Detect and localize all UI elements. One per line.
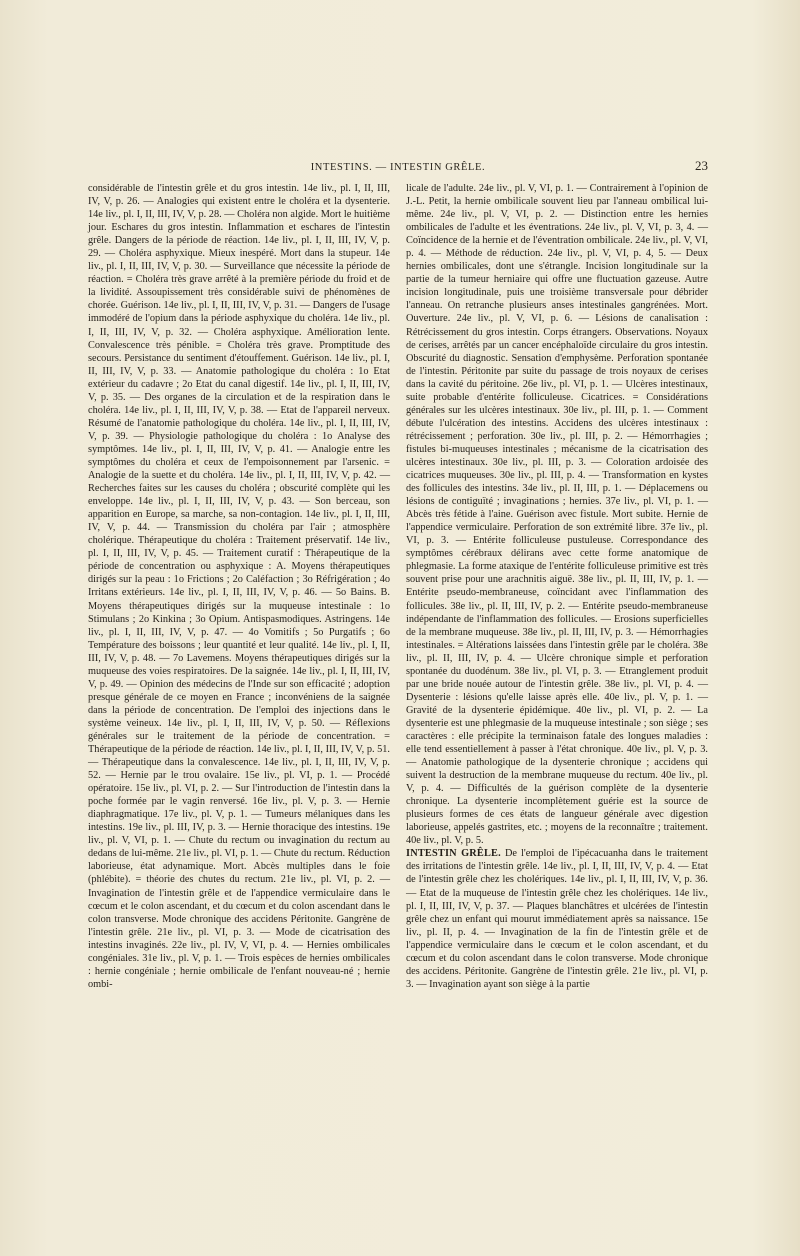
page-header	[88, 158, 708, 178]
running-head: INTESTINS. — INTESTIN GRÊLE.	[310, 162, 486, 173]
left-column	[88, 182, 390, 991]
right-column-text: licale de l'adulte. 24e liv., pl. V, VI, p. 1. — Contrairement à l'opinion de J.-L. Petit, la hernie ombilicale souvent lieu par l'anneau ombilical lui-même. 24e liv., pl. V, VI, p. 2. — Distinction entre les hernies ombilicales de l'adulte et les éventrations. 24e liv., pl. V, VI, p. 3, 4. — Coïncidence de la hernie et de l'éventration ombilicale. 24e liv., pl. V, VI, p. 4. — Méthode de réduction. 24e liv., pl. V, VI, p. 4, 5. — Deux hernies ombilicales, dont une s'étrangle. Incision longitudinale sur la partie de la tumeur herniaire qui offre une fluctuation gazeuse. Autre incision longitudinale, puis une troisième transversale pour débrider l'anneau. On retranche plusieurs anses intestinales gangrénées. Mort. Ouverture. 24e liv., pl. V, VI, p. 6. — Lésions de canalisation : Rétrécissement du gros intestin. Corps étrangers. Observations. Noyaux de cerises, arrêtés par un cancer encéphaloïde circulaire du gros intestin. Obscurité du diagnostic. Sensation d'emphysème. Perforation spontanée de l'intestin. Péritonite par suite du passage de trois noyaux de cerises dans la cavité du péritoine. 26e liv., pl. VI, p. 1. — Ulcères intestinaux, suite probable d'entérite folliculeuse. Cicatrices. = Considérations générales sur les ulcères intestinaux. 30e liv., pl. III, p. 1. — Comment débute l'ulcération des intestins. Accidens des ulcères intestinaux : rétrécissement ; perforation. 30e liv., pl. III, p. 2. — Hémorrhagies ; fistules bi-muqueuses intestinales ; mécanisme de la cicatrisation des ulcères intestinaux. 30e liv., pl. III, p. 3. — Coloration ardoisée des cicatrices muqueuses. 30e liv., pl. III, p. 4. — Transformation en kystes des follicules des intestins. 34e liv., pl. II, III, p. 1. — Déplacemens ou lésions de contiguïté ; invaginations ; hernies. 37e liv., pl. VI, p. 1. — Abcès très fétide à l'aine. Guérison avec fistule. Mort subite. Hernie de l'appendice vermiculaire. Perforation de son extrémité libre. 37e liv., pl. VI, p. 3. — Entérite folliculeuse pustuleuse. Correspondance des symptômes cérébraux délirans avec cette forme anatomique de phlegmasie. La forme ataxique de l'entérite folliculeuse primitive est très souvent prise pour une arachnitis aiguë. 38e liv., pl. II, III, IV, p. 1. — Entérite pseudo-membraneuse, coïncidant avec l'inflammation des follicules. 38e liv., pl. II, III, IV, p. 2. — Entérite pseudo-membraneuse indépendante de l'inflammation des follicules. — Erosions superficielles de la membrane muqueuse. 38e liv., pl. II, III, IV, p. 3. — Hémorrhagies intestinales. = Altérations laissées dans l'intestin grêle par le choléra. 38e liv., pl. II, III, IV, p. 4. — Ulcère chronique simple et perforation spontanée du duodénum. 38e liv., pl. VI, p. 3. — Etranglement produit par une bride nouée autour de l'intestin grêle. 38e liv., pl. VI, p. 4. — Dysenterie : lésions qu'elle laisse après elle. 40e liv., pl. V, p. 1. — Gravité de la dysenterie épidémique. 40e liv., pl. VI, p. 2. — La dysenterie est une phlegmasie de la muqueuse intestinale ; son siège ; ses caractères : elle précipite la terminaison fatale des longues maladies : elle tend essentiellement à passer à l'état chronique. 40e liv., pl. V, p. 3. — Anatomie pathologique de la dysenterie chronique ; accidens qui suivent la destruction de la membrane muqueuse du rectum. 40e liv., pl. V, p. 4. — Difficultés de la guérison complète de la dysenterie chronique. La dysenterie incomplètement guérie est la source de plusieurs formes de ces états de langueur générale avec digestion laborieuse, appelés gastrites, etc. ; moyens de la reconnaître ; traitement. 40e liv., pl. V, p. 5.	[406, 183, 708, 847]
section-paragraph	[406, 847, 708, 991]
right-column	[406, 182, 708, 991]
section-title: INTESTIN GRÊLE.	[406, 848, 501, 860]
page-number: 23	[695, 158, 708, 173]
left-column-text: considérable de l'intestin grêle et du gros intestin. 14e liv., pl. I, II, III, IV, V, p. 26. — Analogies qui existent entre le choléra et la dysenterie. 14e liv., pl. I, II, III, IV, V, p. 28. — Choléra non algide. Mort le huitième jour. Eschares du gros intestin. Inflammation et eschares de l'intestin grêle. Dangers de la période de réaction. 14e liv., pl. I, II, III, IV, V, p. 29. — Choléra asphyxique. Mieux inespéré. Mort dans la stupeur. 14e liv., pl. I, II, III, IV, V, p. 30. — Surveillance que nécessite la période de réaction. = Choléra très grave arrêté à la première période du froid et de la lividité. Assoupissement très considérable suivi de phénomènes de chorée. Guérison. 14e liv., pl. I, II, III, IV, V, p. 31. — Dangers de l'usage immodéré de l'opium dans la période asphyxique du choléra. 14e liv., pl. I, II, III, IV, V, p. 32. — Choléra asphyxique. Amélioration lente. Convalescence très pénible. = Choléra très grave. Promptitude des secours. Persistance du sentiment d'étouffement. Guérison. 14e liv., pl. I, II, III, IV, V, p. 33. — Anatomie pathologique du choléra : 1o Etat extérieur du cadavre ; 2o Etat du canal digestif. 14e liv., pl. I, II, III, IV, V, p. 35. — Des organes de la circulation et de la respiration dans le choléra. 14e liv., pl. I, II, III, IV, V, p. 38. — Etat de l'appareil nerveux. Résumé de l'anatomie pathologique du choléra. 14e liv., pl. I, II, III, IV, V, p. 39. — Physiologie pathologique du choléra : 1o Analyse des symptômes. 14e liv., pl. I, II, III, IV, V, p. 41. — Analogie entre les symptômes du choléra et ceux de l'empoisonnement par l'arsenic. = Analogie de la suette et du choléra. 14e liv., pl. I, II, III, IV, V, p. 42. — Recherches faites sur les causes du choléra ; obscurité complète qui les enveloppe. 14e liv., pl. I, II, III, IV, V, p. 43. — Son berceau, son apparition en Europe, sa marche, sa non-contagion. 14e liv., pl. I, II, III, IV, V, p. 44. — Transmission du choléra par l'air ; atmosphère cholérique. Thérapeutique du choléra : Traitement préservatif. 14e liv., pl. I, II, III, IV, V, p. 45. — Traitement curatif : Thérapeutique de la période de concentration ou asphyxique : A. Moyens thérapeutiques dirigés sur la peau : 1o Frictions ; 2o Caléfaction ; 3o Réfrigération ; 4o Irritans extérieurs. 14e liv., pl. I, II, III, IV, V, p. 46. — 5o Bains. B. Moyens thérapeutiques dirigés sur la muqueuse intestinale : 1o Stimulans ; 2o Kinkina ; 3o Opium. Antispasmodiques. Astringens. 14e liv., pl. I, II, III, IV, V, p. 47. — 4o Vomitifs ; 5o Purgatifs ; 6o Température des boissons ; leur quantité et leur qualité. 14e liv., pl. I, II, III, IV, V, p. 48. — 7o Lavemens. Moyens thérapeutiques dirigés sur la muqueuse des voies respiratoires. De la saignée. 14e liv., pl. I, II, III, IV, V, p. 49. — Opinion des médecins de l'Inde sur son efficacité ; adoption presque générale de ce moyen en France ; inconvéniens de la saignée dans la période de concentration. De l'emploi des injections dans le système veineux. 14e liv., pl. I, II, III, IV, V, p. 50. — Réflexions générales sur le traitement de la période de concentration. = Thérapeutique de la période de réaction. 14e liv., pl. I, II, III, IV, V, p. 51. — Thérapeutique dans la convalescence. 14e liv., pl. I, II, III, IV, V, p. 52. — Hernie par le trou ovalaire. 15e liv., pl. VI, p. 1. — Procédé opératoire. 15e liv., pl. VI, p. 2. — Sur l'introduction de l'intestin dans la poche formée par le vagin renversé. 16e liv., pl. V, p. 3. — Hernie diaphragmatique. 17e liv., pl. V, p. 1. — Tumeurs mélaniques dans les intestins. 19e liv., pl. III, IV, p. 3. — Hernie thoracique des intestins. 19e liv., pl. V, VI, p. 1. — Chute du rectum ou invagination du rectum au dedans de lui-même. 21e liv., pl. VI, p. 1. — Chute du rectum. Réduction laborieuse, état adynamique. Mort. Abcès multiples dans le foie (phlébite). = théorie des chutes du rectum. 21e liv., pl. VI, p. 2. — Invagination de l'intestin grêle et de l'appendice vermiculaire dans le cœcum et le colon ascendant, et du cœcum et du colon ascendant dans le colon transverse. Mode chronique des accidens Péritonite. Gangrène de l'intestin grêle. 21e liv., pl. VI, p. 3. — Mode de cicatrisation des intestins invaginés. 22e liv., pl. IV, V, VI, p. 4. — Hernies ombilicales congéniales. 31e liv., pl. V, p. 1. — Trois espèces de hernies ombilicales : hernie congéniale ; hernie ombilicale de l'enfant nouveau-né ; hernie ombi-	[88, 183, 390, 990]
section-text: De l'emploi de l'ipécacuanha dans le traitement des irritations de l'intestin grêle. 14e liv., pl. I, II, III, IV, V, p. 4. — Etat de l'intestin grêle chez les cholériques. 14e liv., pl. I, II, III, IV, V, p. 36. — Etat de la muqueuse de l'intestin grêle chez les cholériques. 14e liv., pl. I, II, III, IV, V, p. 37. — Plaques blanchâtres et ulcérées de l'intestin grêle chez un enfant qui mourut immédiatement après sa naissance. 15e liv., pl. II, p. 4. — Invagination de la fin de l'intestin grêle et de l'appendice vermiculaire dans le cœcum et le colon ascendant, et du cœcum et du colon ascendant dans le colon transverse. Mode chronique des accidens. Péritonite. Gangrène de l'intestin grêle. 21e liv., pl. VI, p. 3. — Invagination ayant son siège à la partie	[406, 848, 708, 990]
